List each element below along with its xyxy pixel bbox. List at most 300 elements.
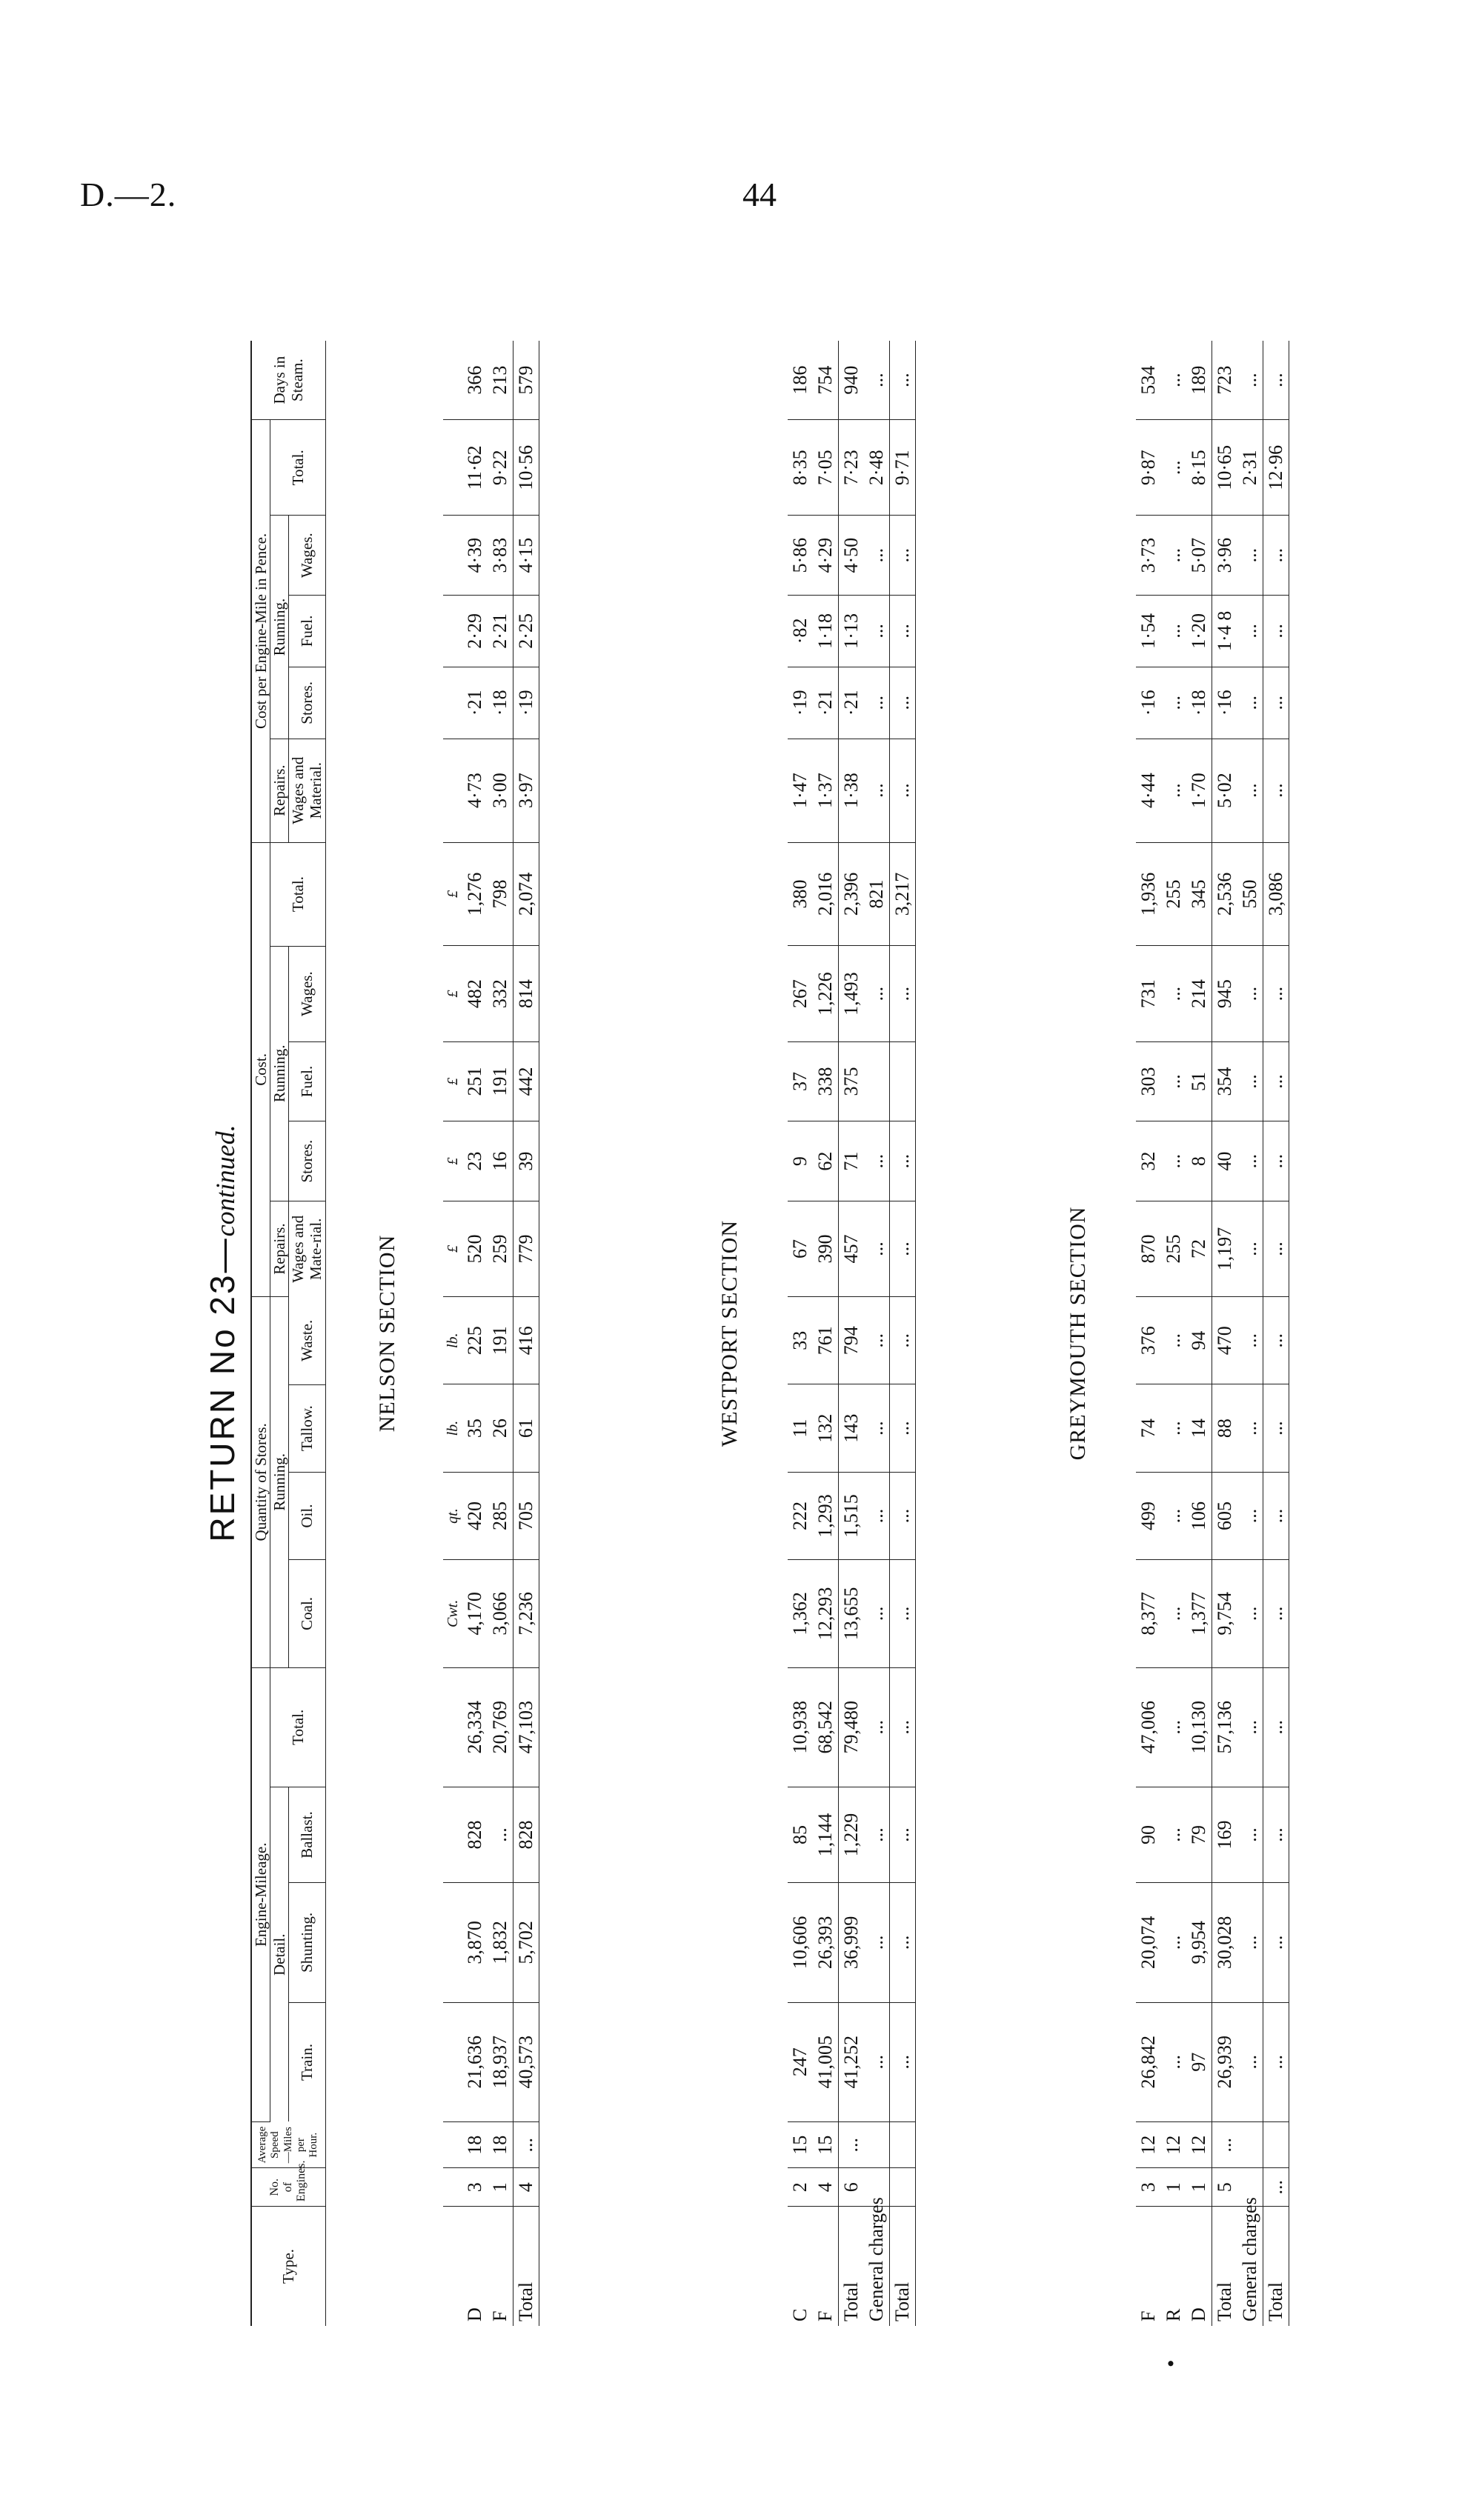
table-cell: 255 — [1161, 1201, 1186, 1296]
table-cell: 40,573 — [514, 2002, 539, 2121]
row-label: Total — [514, 2207, 539, 2326]
table-cell: 470 — [1212, 1297, 1238, 1384]
row-label: R — [1163, 2308, 1184, 2321]
table-cell: 9·87 — [1136, 420, 1161, 516]
table-cell: 814 — [514, 946, 539, 1041]
row-label: Total — [890, 2207, 916, 2326]
section-table-westport — [788, 341, 916, 2326]
table-cell: 482 — [462, 946, 488, 1041]
table-cell: 3,086 — [1263, 842, 1289, 946]
table-cell: 534 — [1136, 341, 1161, 420]
table-cell: 37 — [788, 1041, 813, 1121]
table-cell: ... — [890, 739, 916, 842]
table-cell: ... — [1237, 946, 1263, 1041]
document-code: D.—2. — [80, 176, 177, 213]
table-row — [1263, 341, 1289, 2326]
table-cell: 1 — [488, 2168, 514, 2207]
row-label: Total — [1263, 2207, 1289, 2326]
table-cell: 79 — [1186, 1787, 1212, 1882]
table-cell: 366 — [462, 341, 488, 420]
table-cell: 940 — [839, 341, 865, 420]
table-cell: 71 — [839, 1121, 865, 1201]
header-type: Type. — [251, 2207, 325, 2326]
table-cell: ... — [1161, 667, 1186, 739]
unit-cell — [443, 1883, 462, 2002]
table-cell: ... — [1263, 341, 1289, 420]
table-cell: ... — [890, 341, 916, 420]
table-cell: 5 — [1212, 2168, 1238, 2207]
table-cell: 2 — [788, 2168, 813, 2207]
table-cell: 4·50 — [839, 516, 865, 596]
table-cell: ... — [1161, 516, 1186, 596]
table-cell: ... — [1263, 1041, 1289, 1121]
table-cell: 68,542 — [813, 1667, 839, 1787]
table-cell: 442 — [514, 1041, 539, 1121]
table-row — [1161, 341, 1186, 2326]
table-cell: 214 — [1186, 946, 1212, 1041]
table-cell: ... — [1237, 1121, 1263, 1201]
unit-cell: lb. — [443, 1297, 462, 1384]
table-cell: 5·86 — [788, 516, 813, 596]
table-cell: 3·97 — [514, 739, 539, 842]
table-cell: 23 — [462, 1121, 488, 1201]
table-row — [813, 341, 839, 2326]
table-cell: ... — [1161, 341, 1186, 420]
table-cell: 10·65 — [1212, 420, 1238, 516]
table-cell: 41,252 — [839, 2002, 865, 2121]
section-title-nelson: NELSON SECTION — [375, 1234, 399, 1433]
table-cell: ... — [1237, 739, 1263, 842]
header-cost-per-mile: Cost per Engine-Mile in Pence. — [251, 420, 270, 842]
header-train: Train. — [289, 2002, 325, 2121]
unit-cell: qt. — [443, 1472, 462, 1559]
table-cell: 303 — [1136, 1041, 1161, 1121]
row-label: General charges — [1239, 2197, 1260, 2321]
table-cell: 26,842 — [1136, 2002, 1161, 2121]
table-cell: 1·37 — [813, 739, 839, 842]
unit-cell: £ — [443, 1041, 462, 1121]
header-wages-material-pence: Wages and Material. — [289, 739, 325, 842]
bullet-mark: • — [1159, 2359, 1183, 2367]
table-cell: ... — [1237, 341, 1263, 420]
table-cell: 754 — [813, 341, 839, 420]
header-ballast: Ballast. — [289, 1787, 325, 1883]
table-cell: 3·00 — [488, 739, 514, 842]
header-waste: Waste. — [289, 1297, 325, 1384]
unit-cell — [443, 2168, 462, 2207]
table-cell: 7,236 — [514, 1560, 539, 1667]
table-cell: 36,999 — [839, 1883, 865, 2002]
table-cell: 8·15 — [1186, 420, 1212, 516]
table-cell: 12 — [1186, 2121, 1212, 2167]
table-cell: ... — [864, 516, 890, 596]
table-cell: 3·73 — [1136, 516, 1161, 596]
table-cell: 375 — [839, 1041, 865, 1121]
table-cell — [1237, 2121, 1263, 2167]
header-cost-total: Total. — [270, 842, 325, 946]
table-row — [488, 341, 514, 2326]
table-cell: ... — [1237, 1201, 1263, 1296]
table-cell: 1,493 — [839, 946, 865, 1041]
table-cell: ... — [1263, 1560, 1289, 1667]
unit-cell: £ — [443, 842, 462, 946]
table-cell: 1,229 — [839, 1787, 865, 1882]
table-cell: 225 — [462, 1297, 488, 1384]
table-cell: 61 — [514, 1384, 539, 1472]
unit-cell — [443, 341, 462, 420]
row-label: D — [464, 2307, 485, 2321]
table-cell: ... — [1161, 1121, 1186, 1201]
unit-cell — [443, 516, 462, 596]
table-cell: 354 — [1212, 1041, 1238, 1121]
table-cell: 1·4 8 — [1212, 595, 1238, 667]
table-cell — [1263, 2121, 1289, 2167]
table-cell: ... — [1237, 516, 1263, 596]
table-cell: ... — [864, 2002, 890, 2121]
table-cell: 2·31 — [1237, 420, 1263, 516]
header-pence-fuel: Fuel. — [289, 596, 325, 667]
table-cell: 1·20 — [1186, 595, 1212, 667]
table-cell: 376 — [1136, 1297, 1161, 1384]
table-cell: ... — [890, 1121, 916, 1201]
table-cell: 213 — [488, 341, 514, 420]
table-cell: 723 — [1212, 341, 1238, 420]
row-label: F — [1137, 2310, 1159, 2321]
table-cell: 16 — [488, 1121, 514, 1201]
table-cell: ... — [1161, 739, 1186, 842]
table-cell: ... — [1237, 667, 1263, 739]
table-cell: ... — [890, 1560, 916, 1667]
table-cell: 18 — [488, 2121, 514, 2167]
table-cell: ·21 — [813, 667, 839, 739]
table-cell: ·21 — [839, 667, 865, 739]
unit-cell — [443, 1667, 462, 1787]
table-cell: 605 — [1212, 1472, 1238, 1559]
table-cell: ... — [1263, 1787, 1289, 1882]
table-cell: 15 — [813, 2121, 839, 2167]
header-cost-running: Running. — [270, 946, 289, 1201]
table-cell: 26 — [488, 1384, 514, 1472]
header-wages-material-cost: Wages and Mate-rial. — [289, 1201, 325, 1296]
table-cell: 6 — [839, 2168, 865, 2207]
unit-cell: £ — [443, 1121, 462, 1201]
header-cost: Cost. — [251, 842, 270, 1296]
unit-cell — [443, 595, 462, 667]
table-cell: ·19 — [514, 667, 539, 739]
table-cell: 4·39 — [462, 516, 488, 596]
table-cell: 7·23 — [839, 420, 865, 516]
table-cell: 3 — [462, 2168, 488, 2207]
table-cell: 794 — [839, 1297, 865, 1384]
table-cell: ... — [890, 1787, 916, 1882]
table-cell: ... — [839, 2121, 865, 2167]
table-cell: 1·13 — [839, 595, 865, 667]
table-cell: ... — [864, 1201, 890, 1296]
table-cell: ... — [1237, 1384, 1263, 1472]
table-cell: ... — [864, 1297, 890, 1384]
table-cell: 1·70 — [1186, 739, 1212, 842]
table-cell: 332 — [488, 946, 514, 1041]
table-cell: 8 — [1186, 1121, 1212, 1201]
table-cell: 12·96 — [1263, 420, 1289, 516]
table-cell: 4·15 — [514, 516, 539, 596]
table-cell: 74 — [1136, 1384, 1161, 1472]
table-cell: ... — [1237, 1883, 1263, 2002]
table-cell: ... — [1161, 1297, 1186, 1384]
table-cell: ... — [890, 1384, 916, 1472]
table-cell: ... — [1161, 1384, 1186, 1472]
table-cell: 2,536 — [1212, 842, 1238, 946]
table-cell: ... — [864, 1384, 890, 1472]
table-cell: ... — [864, 1667, 890, 1787]
header-engine-mileage: Engine-Mileage. — [251, 1667, 270, 2121]
table-cell: 828 — [462, 1787, 488, 1882]
table-cell: 3 — [1136, 2168, 1161, 2207]
table-cell: 72 — [1186, 1201, 1212, 1296]
unit-cell — [443, 2121, 462, 2167]
table-cell: 97 — [1186, 2002, 1212, 2121]
header-no-engines: No. of Engines. — [251, 2168, 325, 2207]
table-cell: 267 — [788, 946, 813, 1041]
table-cell: 26,939 — [1212, 2002, 1238, 2121]
table-cell: 4·44 — [1136, 739, 1161, 842]
table-cell: 11·62 — [462, 420, 488, 516]
unit-cell — [443, 667, 462, 739]
table-cell: ... — [890, 1883, 916, 2002]
table-cell: ... — [864, 667, 890, 739]
table-cell: 7·05 — [813, 420, 839, 516]
table-row — [514, 341, 539, 2326]
table-cell: 945 — [1212, 946, 1238, 1041]
table-cell: 579 — [514, 341, 539, 420]
table-cell: 3,066 — [488, 1560, 514, 1667]
table-cell: 106 — [1186, 1472, 1212, 1559]
table-cell: 9·71 — [890, 420, 916, 516]
table-cell: 3,217 — [890, 842, 916, 946]
table-cell: 1·47 — [788, 739, 813, 842]
unit-cell — [443, 2002, 462, 2121]
table-cell: 10,130 — [1186, 1667, 1212, 1787]
table-cell: ... — [1161, 1560, 1186, 1667]
table-cell: ... — [1263, 1121, 1289, 1201]
table-cell: 10,606 — [788, 1883, 813, 2002]
table-cell: ... — [864, 946, 890, 1041]
table-cell: 18 — [462, 2121, 488, 2167]
table-cell: 15 — [788, 2121, 813, 2167]
table-cell: ... — [1161, 595, 1186, 667]
table-cell: ... — [1237, 1041, 1263, 1121]
table-cell: ... — [890, 595, 916, 667]
table-cell: ... — [864, 1560, 890, 1667]
table-cell: ... — [1161, 946, 1186, 1041]
table-cell: ... — [890, 946, 916, 1041]
table-cell: 12 — [1161, 2121, 1186, 2167]
table-cell: 1,293 — [813, 1472, 839, 1559]
table-cell: ... — [864, 341, 890, 420]
table-row — [1237, 341, 1263, 2326]
header-days-in-steam: Days in Steam. — [251, 341, 325, 420]
table-cell: ... — [864, 1787, 890, 1882]
table-cell: 821 — [864, 842, 890, 946]
table-cell: 2·48 — [864, 420, 890, 516]
table-cell: ... — [1263, 1384, 1289, 1472]
table-cell: ... — [1161, 1472, 1186, 1559]
table-cell: 14 — [1186, 1384, 1212, 1472]
table-cell: 247 — [788, 2002, 813, 2121]
header-oil: Oil. — [289, 1472, 325, 1559]
row-label: C — [789, 2308, 811, 2321]
table-cell: 380 — [788, 842, 813, 946]
table-cell: ... — [1237, 1560, 1263, 1667]
table-cell: ·16 — [1136, 667, 1161, 739]
table-cell: 51 — [1186, 1041, 1212, 1121]
table-cell: 3·83 — [488, 516, 514, 596]
table-cell — [864, 1041, 890, 1121]
table-cell: ... — [864, 739, 890, 842]
table-cell: ... — [1263, 516, 1289, 596]
table-cell: 20,769 — [488, 1667, 514, 1787]
table-cell: 143 — [839, 1384, 865, 1472]
table-cell: 3·96 — [1212, 516, 1238, 596]
table-cell: 26,393 — [813, 1883, 839, 2002]
header-stores: Stores. — [289, 1121, 325, 1201]
unit-cell: £ — [443, 946, 462, 1041]
table-cell: 94 — [1186, 1297, 1212, 1384]
table-cell: 57,136 — [1212, 1667, 1238, 1787]
table-cell: 191 — [488, 1041, 514, 1121]
table-cell: ... — [514, 2121, 539, 2167]
table-cell: 2·29 — [462, 595, 488, 667]
header-quantity-stores: Quantity of Stores. — [251, 1297, 270, 1667]
table-cell: 90 — [1136, 1787, 1161, 1882]
table-cell: 18,937 — [488, 2002, 514, 2121]
table-cell: ... — [1263, 595, 1289, 667]
table-cell: 4·73 — [462, 739, 488, 842]
table-cell: ... — [1237, 1297, 1263, 1384]
units-row — [443, 341, 462, 2326]
table-cell: 12 — [1136, 2121, 1161, 2167]
table-cell: 731 — [1136, 946, 1161, 1041]
header-repairs: Repairs. — [270, 1201, 289, 1296]
table-cell: ... — [1161, 420, 1186, 516]
table-cell: 4 — [514, 2168, 539, 2207]
table-cell: 1,377 — [1186, 1560, 1212, 1667]
table-cell: 1·54 — [1136, 595, 1161, 667]
unit-cell: Cwt. — [443, 1560, 462, 1667]
table-cell: ... — [890, 1667, 916, 1787]
table-row — [839, 341, 865, 2326]
table-cell: 62 — [813, 1121, 839, 1201]
table-cell: ... — [1263, 1472, 1289, 1559]
table-cell: ... — [1161, 1667, 1186, 1787]
table-cell: 9,954 — [1186, 1883, 1212, 2002]
table-cell: ... — [1237, 1787, 1263, 1882]
section-title-greymouth: GREYMOUTH SECTION — [1066, 1206, 1090, 1461]
table-cell: ... — [1237, 2002, 1263, 2121]
header-fuel: Fuel. — [289, 1041, 325, 1121]
table-cell: 21,636 — [462, 2002, 488, 2121]
table-cell: ... — [864, 1121, 890, 1201]
table-cell: 1·18 — [813, 595, 839, 667]
header-wages: Wages. — [289, 946, 325, 1041]
row-label: Total — [1212, 2207, 1238, 2326]
return-table-rotated — [199, 341, 1479, 2367]
header-pence-running: Running. — [270, 516, 289, 739]
table-cell: ... — [890, 516, 916, 596]
table-cell: 1,276 — [462, 842, 488, 946]
table-cell: 338 — [813, 1041, 839, 1121]
table-cell: ... — [1263, 2168, 1289, 2207]
table-cell: 8,377 — [1136, 1560, 1161, 1667]
table-row — [1186, 341, 1212, 2326]
table-cell: 499 — [1136, 1472, 1161, 1559]
table-cell: 47,006 — [1136, 1667, 1161, 1787]
table-cell: 191 — [488, 1297, 514, 1384]
table-cell: 550 — [1237, 842, 1263, 946]
row-label: General charges — [865, 2197, 887, 2321]
table-cell: 33 — [788, 1297, 813, 1384]
table-cell: 5·07 — [1186, 516, 1212, 596]
section-table-greymouth — [1136, 341, 1289, 2326]
table-cell: 79,480 — [839, 1667, 865, 1787]
header-pence-total: Total. — [270, 420, 325, 516]
table-cell: ... — [1237, 595, 1263, 667]
table-cell: 1 — [1161, 2168, 1186, 2207]
table-cell: 9·22 — [488, 420, 514, 516]
table-cell: ... — [1161, 1787, 1186, 1882]
header-pence-repairs: Repairs. — [270, 739, 289, 842]
header-mileage-total: Total. — [270, 1667, 325, 1787]
header-detail: Detail. — [270, 1787, 289, 2122]
unit-cell — [443, 1787, 462, 1882]
column-headers — [250, 341, 326, 2326]
table-cell: 4·29 — [813, 516, 839, 596]
table-cell: 26,334 — [462, 1667, 488, 1787]
table-cell: 345 — [1186, 842, 1212, 946]
table-cell: ·18 — [1186, 667, 1212, 739]
table-cell: ... — [1212, 2121, 1238, 2167]
table-cell: 4,170 — [462, 1560, 488, 1667]
table-cell: ·16 — [1212, 667, 1238, 739]
table-cell: ... — [890, 1472, 916, 1559]
table-cell: 9,754 — [1212, 1560, 1238, 1667]
row-label: F — [814, 2310, 836, 2321]
table-cell: 520 — [462, 1201, 488, 1296]
table-cell: 416 — [514, 1297, 539, 1384]
table-cell: 41,005 — [813, 2002, 839, 2121]
table-row — [864, 341, 890, 2326]
table-cell — [890, 1041, 916, 1121]
table-cell: 1,226 — [813, 946, 839, 1041]
table-cell: 1,832 — [488, 1883, 514, 2002]
table-cell: ... — [1263, 1201, 1289, 1296]
table-cell: 1,515 — [839, 1472, 865, 1559]
table-cell: 5·02 — [1212, 739, 1238, 842]
table-cell: 10·56 — [514, 420, 539, 516]
table-cell: 828 — [514, 1787, 539, 1882]
header-pence-stores: Stores. — [289, 667, 325, 739]
table-cell: 1,197 — [1212, 1201, 1238, 1296]
table-cell: 85 — [788, 1787, 813, 1882]
row-label: F — [489, 2310, 511, 2321]
table-cell: ·19 — [788, 667, 813, 739]
table-cell: 285 — [488, 1472, 514, 1559]
header-pence-wages: Wages. — [289, 516, 325, 596]
table-cell: ... — [1263, 1883, 1289, 2002]
table-cell: 2·25 — [514, 595, 539, 667]
table-cell: 779 — [514, 1201, 539, 1296]
table-cell: 32 — [1136, 1121, 1161, 1201]
